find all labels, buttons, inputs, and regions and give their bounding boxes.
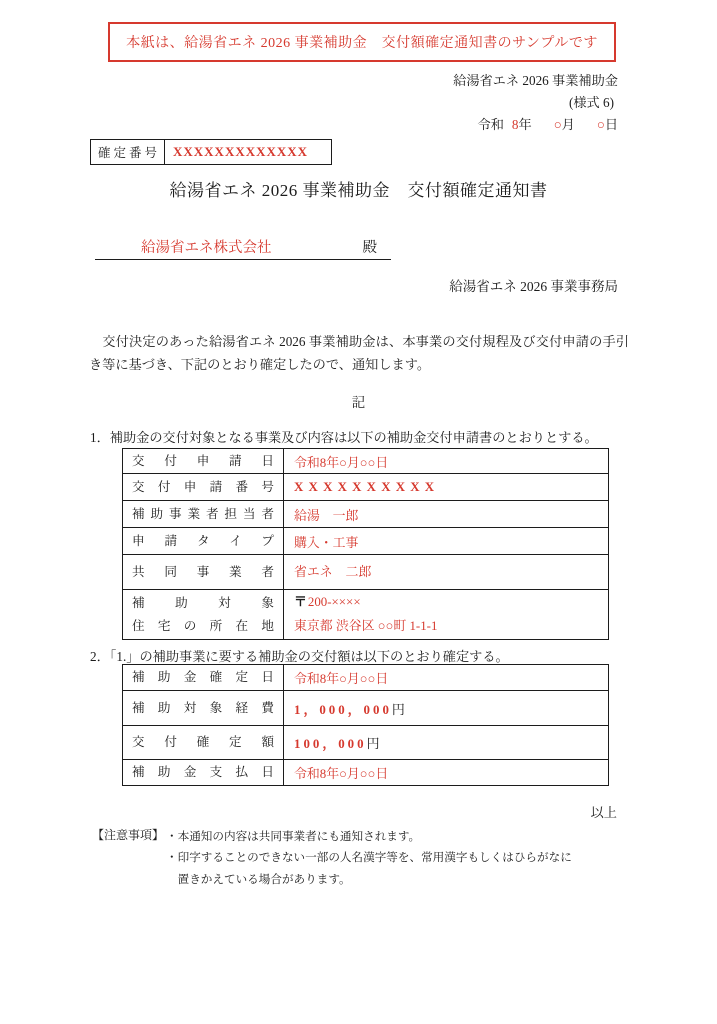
row-label: 補助金支払日 [132,765,274,780]
notes-items [166,826,572,890]
table-row [123,501,609,528]
row-label: 交付確定額 [132,735,274,750]
note-item: 置きかえている場合があります。 [166,872,351,886]
notes-block [92,826,572,890]
closing-marker: 以上 [590,805,617,820]
grant-amount: 100，000 [294,737,367,751]
row-label: 補助事業者担当者 [132,506,274,521]
postal-mark: 〒 [294,595,307,610]
row-label: 補助金確定日 [132,670,274,685]
table-row [123,449,609,474]
application-type-value: 購入・工事 [284,528,609,555]
table-row [123,590,609,640]
confirmation-date-value: 令和8年○月○○日 [284,665,609,691]
table-row [123,528,609,555]
header-date [478,114,618,133]
table-row [123,665,609,691]
table-row [123,760,609,786]
date-month: ○ [553,117,562,132]
row-label: 補助対象経費 [132,700,274,715]
expense-amount: 1，000，000 [294,702,392,717]
payment-date-value: 令和8年○月○○日 [284,760,609,786]
contact-person-value: 給湯 一郎 [284,501,609,528]
body-paragraph: 交付決定のあった給湯省エネ 2026 事業補助金は、本事業の交付規程及び交付申請の手引き等に基づき、下記のとおり確定したので、通知します。 [89,334,629,373]
date-month-unit: 月 [561,117,575,132]
yen-unit: 円 [391,702,405,717]
table-row [123,691,609,726]
row-label-line2: 住宅の所在地 [132,618,274,633]
header-form-number: (様式 6) [568,95,614,110]
yen-unit: 円 [366,737,380,751]
recipient-name: 給湯省エネ株式会社 [141,240,272,256]
date-era: 令和 [477,117,504,132]
issuing-office: 給湯省エネ 2026 事業事務局 [449,279,618,294]
row-label: 交付申請番号 [132,479,274,494]
sample-banner-text: 本紙は、給湯省エネ 2026 事業補助金 交付額確定通知書のサンプルです [126,36,598,51]
date-year: 8 [511,117,519,132]
document-title: 給湯省エネ 2026 事業補助金 交付額確定通知書 [169,181,548,200]
note-item: ・本通知の内容は共同事業者にも通知されます。 [166,830,421,843]
confirmation-number-label: 確定番号 [91,140,165,164]
notes-label: 【注意事項】 [92,828,165,842]
sample-banner [108,22,616,62]
row-label: 申請タイプ [132,533,274,548]
ki-marker: 記 [351,395,366,410]
joint-business-value: 省エネ 二郎 [284,555,609,590]
recipient-honorific: 殿 [362,240,377,256]
address-line: 東京都 渋谷区 ○○町 1-1-1 [294,618,438,633]
postal-code: 200-×××× [307,595,361,610]
application-details-table [122,448,609,640]
date-year-unit: 年 [518,117,532,132]
grant-amount-table [122,664,609,786]
confirmation-number-value: XXXXXXXXXXXXX [173,144,309,159]
table-row [123,474,609,501]
date-day: ○ [596,117,605,132]
note-item: ・印字することのできない一部の人名漢字等を、常用漢字もしくはひらがなに [166,851,572,865]
section2-heading: 2．「1.」の補助事業に要する補助金の交付額は以下のとおり確定する。 [90,649,509,664]
table-row [123,726,609,760]
property-address-value [284,590,609,640]
confirmation-number-box [90,139,332,165]
header-program-name: 給湯省エネ 2026 事業補助金 [453,73,618,88]
table-row [123,555,609,590]
eligible-expense-value [284,691,609,726]
application-date-value: 令和8年○月○○日 [284,449,609,474]
row-label-line1: 補助対象 [132,595,274,610]
confirmed-grant-value [284,726,609,760]
row-label: 共同事業者 [132,565,274,579]
section1-heading: 1．補助金の交付対象となる事業及び内容は以下の補助金交付申請書のとおりとする。 [90,430,598,445]
recipient-line [95,234,391,260]
date-day-unit: 日 [604,117,618,132]
application-number-value: X X X X X X X X X X [284,474,609,501]
row-label: 交付申請日 [132,453,274,468]
